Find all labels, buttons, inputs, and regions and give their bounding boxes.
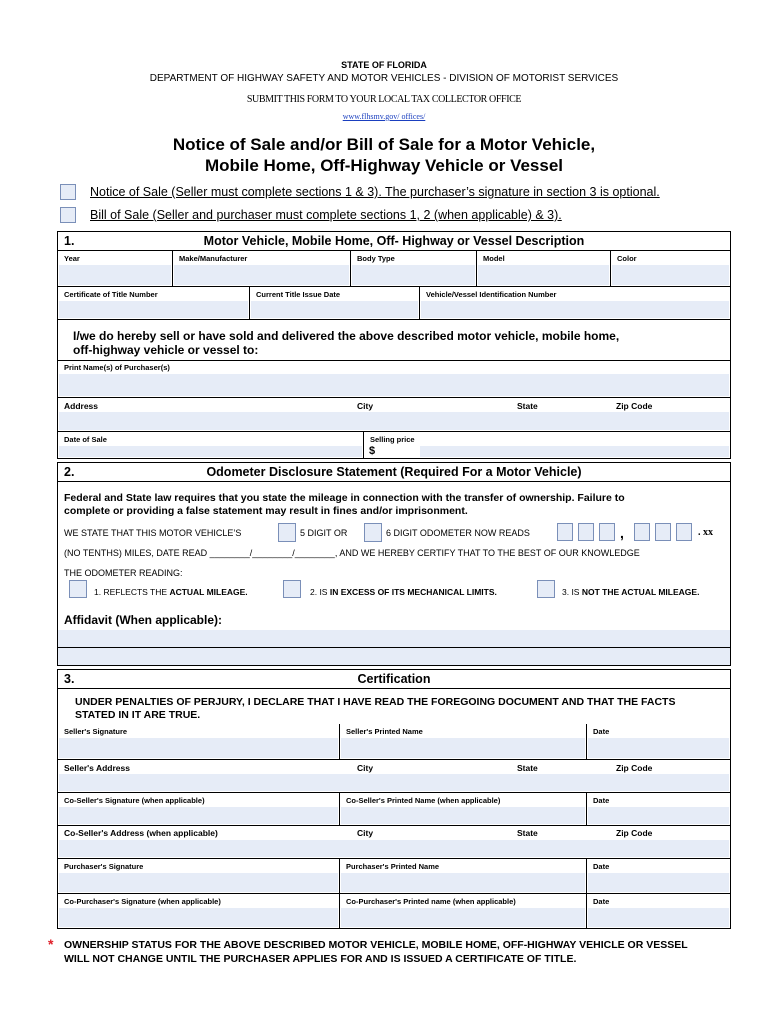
- purchaser-date-field[interactable]: [587, 859, 731, 894]
- affidavit-field-2[interactable]: [58, 648, 730, 665]
- section-1-title: Motor Vehicle, Mobile Home, Off- Highway or Vessel Description: [203, 234, 585, 248]
- six-digit-label: 6 DIGIT ODOMETER NOW READS: [386, 528, 530, 538]
- odometer-digit-5[interactable]: [655, 523, 671, 541]
- section-2-title: Odometer Disclosure Statement (Required For a Motor Vehicle): [206, 465, 582, 479]
- option1-prefix: 1. REFLECTS THE: [94, 587, 168, 597]
- notice-of-sale-option[interactable]: [60, 183, 660, 201]
- model-field[interactable]: [477, 251, 611, 287]
- model-label: Model: [483, 254, 505, 263]
- coseller-name-field[interactable]: [340, 793, 587, 826]
- section-1-header: [57, 231, 731, 251]
- odometer-digit-3[interactable]: [599, 523, 615, 541]
- excess-mileage-checkbox[interactable]: [283, 580, 301, 598]
- odometer-digit-6[interactable]: [676, 523, 692, 541]
- submit-instruction: SUBMIT THIS FORM TO YOUR LOCAL TAX COLLECTOR OFFICE: [246, 94, 522, 105]
- section-3-number: 3.: [64, 672, 75, 686]
- sale-statement-line1: I/we do hereby sell or have sold and delivered the above described motor vehicle, mobile home,: [73, 329, 620, 343]
- odometer-reading-text: THE ODOMETER READING:: [64, 568, 183, 578]
- form-title-line2: Mobile Home, Off-Highway Vehicle or Vessel: [204, 156, 564, 175]
- coseller-date-field[interactable]: [587, 793, 731, 826]
- seller-name-label: Seller's Printed Name: [346, 727, 423, 736]
- six-digit-checkbox[interactable]: [364, 523, 382, 542]
- title-number-field[interactable]: [57, 287, 250, 320]
- odometer-digit-2[interactable]: [578, 523, 594, 541]
- dollar-sign: $: [369, 445, 376, 457]
- purchaser-name-label: Purchaser's Printed Name: [346, 862, 440, 871]
- form-title: [0, 134, 768, 176]
- vin-label: Vehicle/Vessel Identification Number: [426, 290, 557, 299]
- bill-of-sale-checkbox[interactable]: [60, 207, 76, 223]
- option3-bold: NOT THE ACTUAL MILEAGE.: [581, 587, 700, 597]
- odometer-law-text: [64, 492, 625, 518]
- notice-of-sale-label: Notice of Sale (Seller must complete sections 1 & 3). The purchaser’s signature in section 3 is optional.: [90, 185, 660, 199]
- purchaser-signature-label: Purchaser's Signature: [64, 862, 144, 871]
- sale-statement-line2: off-highway vehicle or vessel to:: [73, 343, 259, 357]
- color-label: Color: [617, 254, 637, 263]
- offices-link[interactable]: www.flhsmv.gov/ offices/: [342, 112, 426, 121]
- not-actual-mileage-option: [562, 587, 699, 597]
- purchaser-date-label: Date: [593, 862, 610, 871]
- seller-date-field[interactable]: [587, 724, 731, 760]
- odometer-law-line2: complete or providing a false statement may result in fines and/or imprisonment.: [64, 505, 468, 517]
- section-1-number: 1.: [64, 234, 75, 248]
- affidavit-label: Affidavit (When applicable):: [64, 613, 223, 627]
- date-of-sale-label: Date of Sale: [64, 435, 107, 444]
- body-type-label: Body Type: [357, 254, 395, 263]
- copurchaser-name-label: Co-Purchaser's Printed name (when applicable): [346, 897, 516, 906]
- perjury-line1: UNDER PENALTIES OF PERJURY, I DECLARE THAT I HAVE READ THE FOREGOING DOCUMENT AND THAT THE FACTS: [75, 696, 676, 708]
- seller-signature-label: Seller's Signature: [64, 727, 128, 736]
- odometer-digit-4[interactable]: [634, 523, 650, 541]
- excess-mileage-option: [310, 587, 497, 597]
- year-label: Year: [64, 254, 80, 263]
- odometer-comma: ,: [620, 525, 624, 541]
- title-number-label: Certificate of Title Number: [64, 290, 158, 299]
- actual-mileage-option: [94, 587, 248, 597]
- coseller-state-label: State: [517, 828, 538, 838]
- coseller-signature-label: Co-Seller's Signature (when applicable): [64, 796, 205, 805]
- selling-price-field[interactable]: [364, 432, 731, 459]
- body-type-field[interactable]: [351, 251, 477, 287]
- make-field[interactable]: [173, 251, 351, 287]
- section-3-header: [57, 669, 731, 689]
- actual-mileage-checkbox[interactable]: [69, 580, 87, 598]
- seller-zip-label: Zip Code: [616, 763, 653, 773]
- make-label: Make/Manufacturer: [179, 254, 248, 263]
- purchaser-names-label: Print Name(s) of Purchaser(s): [64, 363, 170, 372]
- purchaser-city-label: City: [357, 401, 374, 411]
- purchaser-signature-field[interactable]: [57, 859, 340, 894]
- ownership-note-line2: WILL NOT CHANGE UNTIL THE PURCHASER APPLIES FOR AND IS ISSUED A CERTIFICATE OF TITLE.: [64, 953, 577, 965]
- coseller-date-label: Date: [593, 796, 610, 805]
- purchaser-address-label: Address: [64, 401, 99, 411]
- purchaser-state-label: State: [517, 401, 538, 411]
- department-heading: DEPARTMENT OF HIGHWAY SAFETY AND MOTOR VEHICLES - DIVISION OF MOTORIST SERVICES: [149, 73, 619, 84]
- ownership-note: [64, 938, 744, 966]
- seller-city-label: City: [357, 763, 374, 773]
- asterisk-icon: *: [48, 936, 54, 952]
- seller-date-label: Date: [593, 727, 610, 736]
- ownership-note-line1: OWNERSHIP STATUS FOR THE ABOVE DESCRIBED MOTOR VEHICLE, MOBILE HOME, OFF-HIGHWAY VEHICLE OR VESSEL: [64, 939, 688, 951]
- odometer-law-line1: Federal and State law requires that you state the mileage in connection with the transfer of ownership. Failure to: [64, 492, 625, 504]
- color-field[interactable]: [611, 251, 731, 287]
- perjury-statement: [75, 696, 675, 722]
- option2-prefix: 2. IS: [310, 587, 328, 597]
- issue-date-label: Current Title Issue Date: [256, 290, 341, 299]
- no-tenths-text: (NO TENTHS) MILES, DATE READ ________/________/________, AND WE HEREBY CERTIFY THAT TO THE BEST OF OUR KNOWLEDGE: [64, 548, 640, 558]
- section-2-header: [57, 462, 731, 482]
- we-state-text: WE STATE THAT THIS MOTOR VEHICLE’S: [64, 528, 242, 538]
- coseller-city-label: City: [357, 828, 374, 838]
- purchaser-names-field[interactable]: [57, 360, 731, 398]
- copurchaser-name-field[interactable]: [340, 894, 587, 929]
- option2-bold: IN EXCESS OF ITS MECHANICAL LIMITS.: [329, 587, 497, 597]
- copurchaser-signature-field[interactable]: [57, 894, 340, 929]
- issue-date-field[interactable]: [250, 287, 420, 320]
- option1-bold: ACTUAL MILEAGE.: [169, 587, 248, 597]
- copurchaser-date-field[interactable]: [587, 894, 731, 929]
- five-digit-label: 5 DIGIT OR: [300, 528, 348, 538]
- not-actual-mileage-checkbox[interactable]: [537, 580, 555, 598]
- seller-state-label: State: [517, 763, 538, 773]
- date-of-sale-field[interactable]: [57, 432, 364, 459]
- coseller-signature-field[interactable]: [57, 793, 340, 826]
- year-field[interactable]: [57, 251, 173, 287]
- vin-field[interactable]: [420, 287, 731, 320]
- purchaser-zip-label: Zip Code: [616, 401, 653, 411]
- bill-of-sale-option[interactable]: [60, 206, 562, 224]
- odometer-digit-1[interactable]: [557, 523, 573, 541]
- five-digit-checkbox[interactable]: [278, 523, 296, 542]
- state-heading: STATE OF FLORIDA: [341, 60, 427, 70]
- bill-of-sale-label: Bill of Sale (Seller and purchaser must complete sections 1, 2 (when applicable) & 3).: [90, 208, 562, 222]
- copurchaser-signature-label: Co-Purchaser's Signature (when applicable): [64, 897, 221, 906]
- coseller-address-label: Co-Seller's Address (when applicable): [64, 828, 218, 838]
- copurchaser-date-label: Date: [593, 897, 610, 906]
- option3-prefix: 3. IS: [562, 587, 580, 597]
- seller-address-label: Seller's Address: [64, 763, 130, 773]
- seller-signature-field[interactable]: [57, 724, 340, 760]
- odometer-tenths: . xx: [698, 527, 713, 538]
- coseller-name-label: Co-Seller's Printed Name (when applicable): [346, 796, 501, 805]
- sale-statement: [73, 329, 619, 357]
- perjury-line2: STATED IN IT ARE TRUE.: [75, 709, 201, 721]
- selling-price-label: Selling price: [370, 435, 415, 444]
- affidavit-field-1[interactable]: [58, 630, 730, 647]
- section-2-number: 2.: [64, 465, 75, 479]
- form-title-line1: Notice of Sale and/or Bill of Sale for a Motor Vehicle,: [172, 135, 596, 154]
- coseller-zip-label: Zip Code: [616, 828, 653, 838]
- purchaser-name-field[interactable]: [340, 859, 587, 894]
- section-3-title: Certification: [357, 672, 431, 686]
- notice-of-sale-checkbox[interactable]: [60, 184, 76, 200]
- seller-name-field[interactable]: [340, 724, 587, 760]
